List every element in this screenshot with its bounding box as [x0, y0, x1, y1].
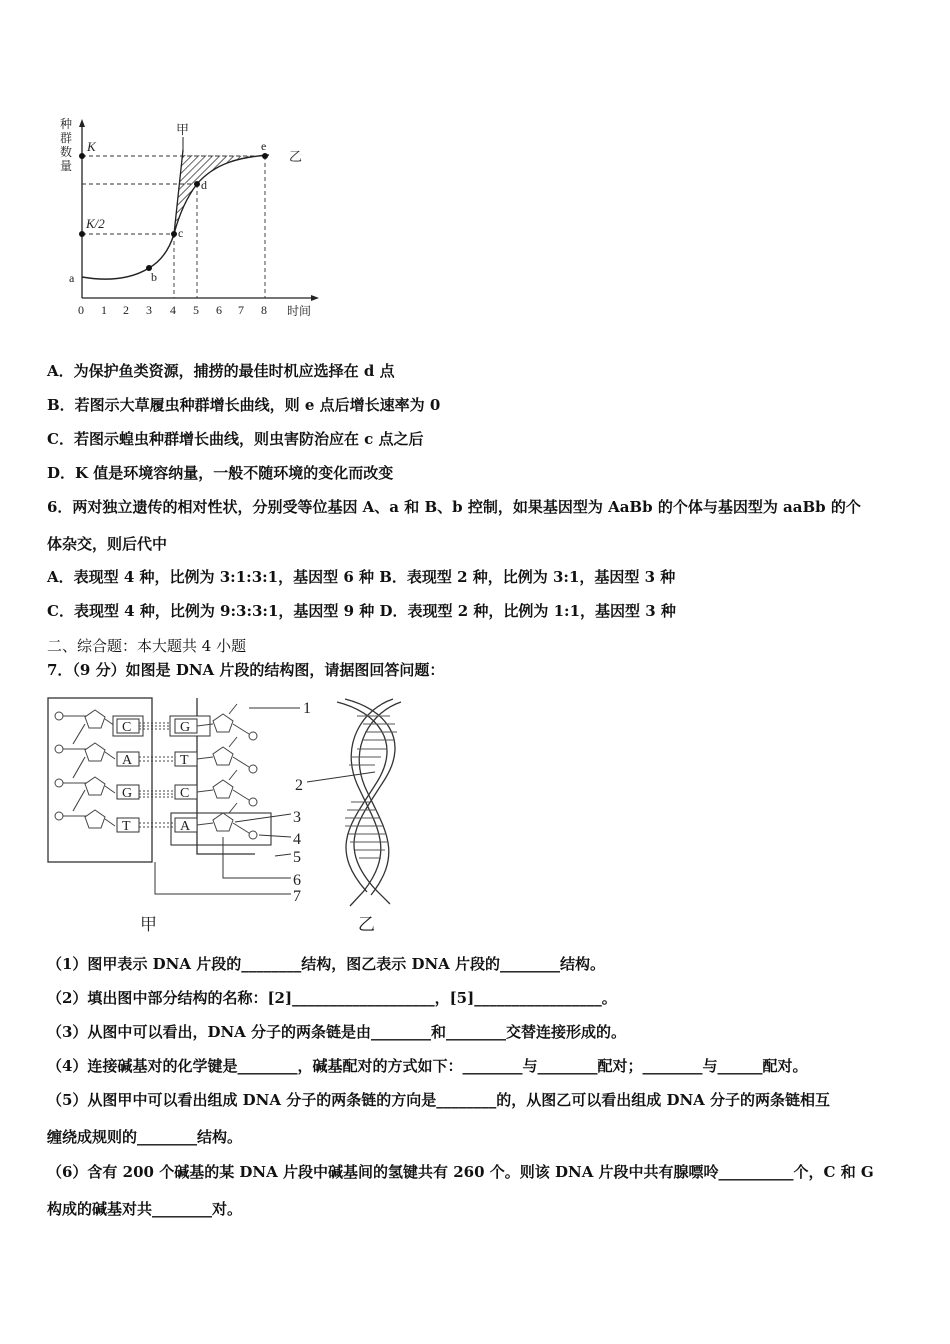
right-base-3: C — [180, 786, 190, 801]
q7-sub3: （3）从图中可以看出，DNA 分子的两条链是由________和________交替连接形成的。 — [47, 1023, 627, 1041]
label-jia: 甲 — [176, 122, 190, 137]
right-sugar-4 — [213, 813, 233, 831]
x-tick-4: 4 — [170, 303, 176, 317]
x-tick-3: 3 — [146, 303, 152, 317]
left-base-3: G — [122, 786, 133, 801]
y-axis-label-2: 群 — [60, 131, 73, 145]
y-axis-label-4: 量 — [60, 159, 73, 173]
q7-sub2: （2）填出图中部分结构的名称：[2]___________________，[5]_________________。 — [47, 989, 617, 1007]
point-k2 — [79, 231, 85, 237]
q6-stem-line1: 6．两对独立遗传的相对性状，分别受等位基因 A、a 和 B、b 控制，如果基因型为 AaBb 的个体与基因型为 aaBb 的个 — [47, 498, 861, 516]
x-axis-arrow — [311, 295, 319, 301]
right-base-1: G — [180, 720, 191, 735]
point-k — [79, 153, 85, 159]
label-4: 4 — [293, 831, 301, 848]
label-e: e — [261, 139, 267, 153]
x-tick-1: 1 — [101, 303, 107, 317]
label-5: 5 — [293, 849, 301, 866]
x-tick-5: 5 — [193, 303, 199, 317]
helix-rungs — [345, 716, 397, 858]
right-sugar-1 — [213, 714, 233, 732]
label-6: 6 — [293, 872, 301, 889]
helix-strand-1b — [337, 702, 387, 892]
left-base-4: T — [122, 819, 131, 834]
q5-option-d: D．K 值是环境容纳量，一般不随环境的变化而改变 — [47, 464, 394, 482]
y-axis-label-3: 数 — [60, 145, 73, 159]
q7-sub4: （4）连接碱基对的化学键是________，碱基配对的方式如下：________与________配对；________与______配对。 — [47, 1057, 808, 1075]
x-tick-0: 0 — [78, 303, 84, 317]
right-base-4: A — [180, 819, 191, 834]
label-d: d — [201, 178, 207, 192]
label-1: 1 — [303, 700, 311, 717]
y-axis-label-1: 种 — [60, 117, 73, 131]
x-tick-2: 2 — [123, 303, 129, 317]
section-title: 二、综合题：本大题共 4 小题 — [47, 637, 247, 655]
q7-stem: 7．（9 分）如图是 DNA 片段的结构图，请据图回答问题： — [47, 661, 445, 679]
right-sugar-2 — [213, 747, 233, 765]
left-base-1: C — [122, 720, 132, 735]
left-sugar-4 — [85, 810, 105, 828]
left-base-2: A — [122, 753, 133, 768]
x-tick-6: 6 — [216, 303, 222, 317]
x-tick-8: 8 — [261, 303, 267, 317]
left-sugar-1 — [85, 710, 105, 728]
label-b: b — [151, 270, 157, 284]
label-3: 3 — [293, 809, 301, 826]
label-7: 7 — [293, 888, 301, 905]
q7-sub5-line2: 缠绕成规则的________结构。 — [47, 1128, 243, 1146]
left-backbone — [63, 716, 87, 816]
helix-strand-2b — [359, 702, 401, 895]
left-sugar-2 — [85, 743, 105, 761]
q6-options-line2: C．表现型 4 种，比例为 9:3:3:1，基因型 9 种 D．表现型 2 种，比例为 1:1，基因型 3 种 — [47, 602, 676, 620]
right-base-2: T — [180, 753, 189, 768]
point-d — [194, 181, 200, 187]
right-sugar-3 — [213, 780, 233, 798]
label-c: c — [178, 226, 184, 240]
q5-option-b: B．若图示大草履虫种群增长曲线，则 e 点后增长速率为 0 — [47, 396, 441, 414]
hydrogen-bonds — [139, 723, 175, 827]
y-axis-arrow — [79, 119, 85, 127]
diagram-label-jia: 甲 — [140, 915, 157, 934]
q6-options-line1: A．表现型 4 种，比例为 3:1:3:1，基因型 6 种 B．表现型 2 种，比例为 3:1，基因型 3 种 — [47, 568, 676, 586]
q7-sub6-line1: （6）含有 200 个碱基的某 DNA 片段中碱基间的氢键共有 260 个。则该 DNA 片段中共有腺嘌呤__________个，C 和 G — [47, 1163, 874, 1181]
label-a: a — [69, 271, 75, 285]
point-c — [171, 231, 177, 237]
left-sugar-3 — [85, 777, 105, 795]
q5-option-c: C．若图示蝗虫种群增长曲线，则虫害防治应在 c 点之后 — [47, 430, 424, 448]
q7-sub6-line2: 构成的碱基对共________对。 — [47, 1200, 243, 1218]
x-axis-label: 时间 — [287, 304, 312, 318]
label-k2: K/2 — [86, 216, 105, 231]
label-yi: 乙 — [289, 149, 303, 164]
q7-sub5-line1: （5）从图甲中可以看出组成 DNA 分子的两条链的方向是________的，从图乙可以看出组成 DNA 分子的两条链相互 — [47, 1091, 831, 1109]
q5-option-a: A．为保护鱼类资源，捕捞的最佳时机应选择在 d 点 — [47, 362, 395, 380]
dna-structure-diagram — [45, 694, 415, 939]
q6-stem-line2: 体杂交，则后代中 — [47, 535, 168, 553]
label-2: 2 — [295, 777, 303, 794]
q7-sub1: （1）图甲表示 DNA 片段的________结构，图乙表示 DNA 片段的________结构。 — [47, 955, 606, 973]
diagram-label-yi: 乙 — [358, 915, 375, 934]
x-tick-7: 7 — [238, 303, 244, 317]
population-growth-graph — [55, 115, 335, 325]
point-e — [262, 153, 268, 159]
label-k: K — [87, 139, 96, 154]
